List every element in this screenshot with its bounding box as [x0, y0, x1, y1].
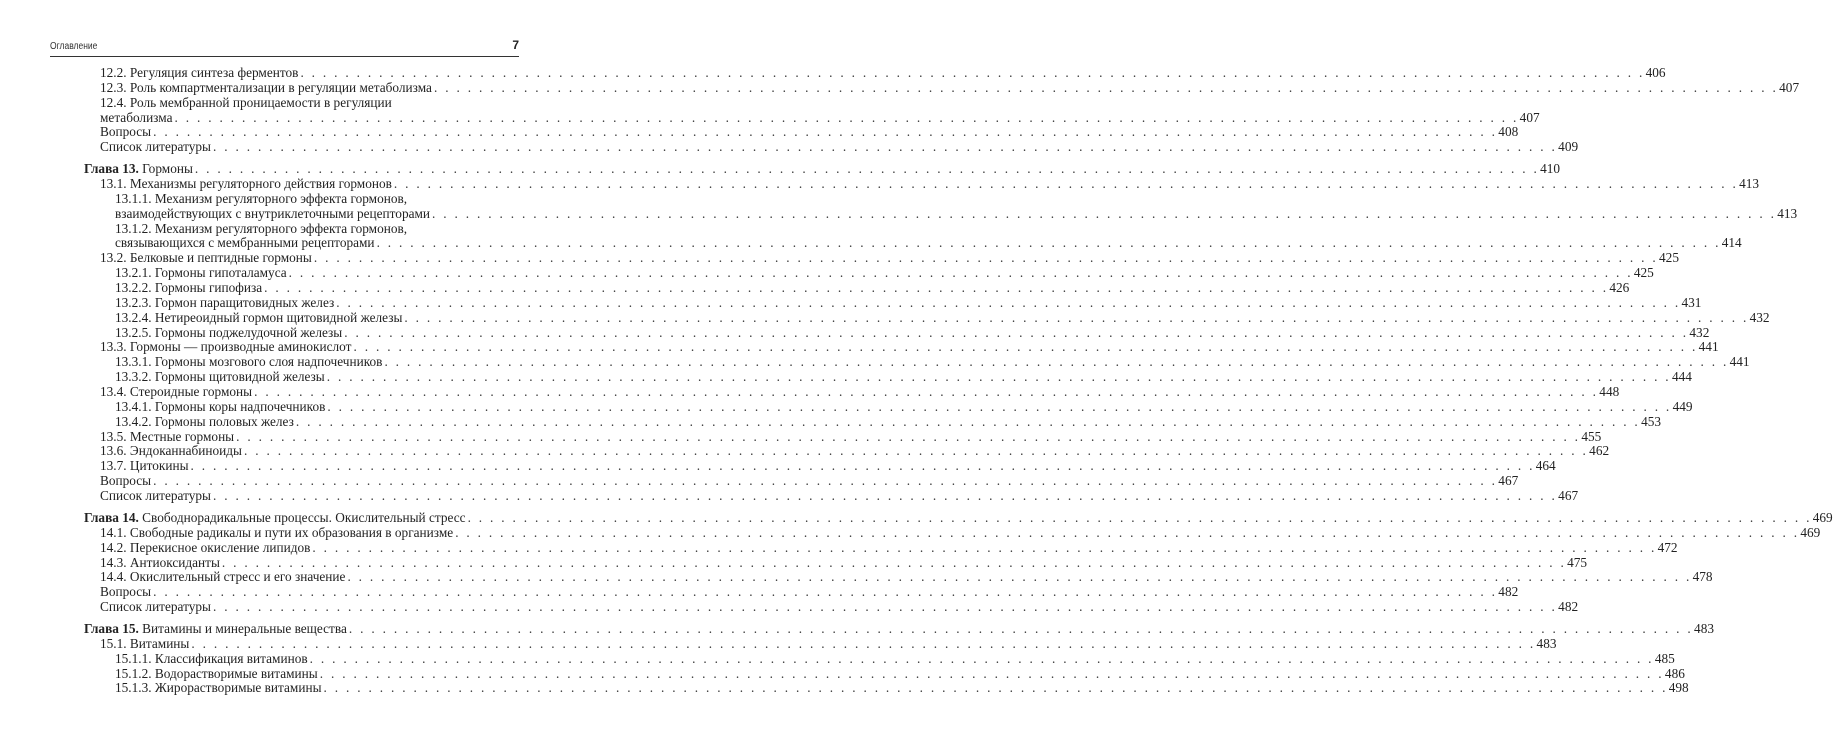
toc-page-number: 431 — [1681, 294, 1702, 310]
toc-entry-title — [100, 585, 151, 600]
dot-leader: . . . . . . . . . . . . . . . . . . . . . . . . . . . . . . . . . . . . . . . . . . . . . . . . . . . . . . . . . . . . . . . . . . . . . . . . . . . . . . . . . . . . . . . . . . . . . . . . . . . . . . . . . . . . . . . . . . . . . . . . — [323, 680, 1668, 696]
toc-entry-title — [115, 370, 325, 385]
toc-entry-text: 13.4. Стероидные гормоны — [100, 384, 253, 400]
toc-entry-title — [100, 541, 310, 556]
toc-entry-title — [84, 162, 193, 177]
toc-entry-title — [100, 140, 211, 155]
dot-leader: . . . . . . . . . . . . . . . . . . . . . . . . . . . . . . . . . . . . . . . . . . . . . . . . . . . . . . . . . . . . . . . . . . . . . . . . . . . . . . . . . . . . . . . . . . . . . . . . . . . . . . . . . . . . . . . . . . . . . . . . — [212, 139, 1558, 155]
dot-leader: . . . . . . . . . . . . . . . . . . . . . . . . . . . . . . . . . . . . . . . . . . . . . . . . . . . . . . . . . . . . . . . . . . . . . . . . . . . . . . . . . . . . . . . . . . . . . . . . . . . . . . . . . . . . . . . . . . . . . . . . — [221, 554, 1567, 570]
toc-entry[interactable] — [100, 428, 1602, 445]
toc-entry-title — [115, 296, 334, 311]
toc-entry[interactable] — [115, 680, 1689, 696]
toc-entry[interactable] — [100, 124, 1519, 140]
toc-entry-text: 12.4. Роль мембранной проницаемости в регуляции — [100, 94, 392, 110]
toc-entry[interactable] — [100, 569, 1713, 585]
dot-leader: . . . . . . . . . . . . . . . . . . . . . . . . . . . . . . . . . . . . . . . . . . . . . . . . . . . . . . . . . . . . . . . . . . . . . . . . . . . . . . . . . . . . . . . . . . . . . . . . . . . . . . . . . . . . . . . . . . . . . . . . — [153, 124, 1498, 140]
toc-page-number: 413 — [1739, 176, 1760, 192]
toc-entry-text: 14.2. Перекисное окисление липидов — [100, 539, 311, 555]
dot-leader: . . . . . . . . . . . . . . . . . . . . . . . . . . . . . . . . . . . . . . . . . . . . . . . . . . . . . . . . . . . . . . . . . . . . . . . . . . . . . . . . . . . . . . . . . . . . . . . . . . . . . . . . . . . . . . . . . . . . . . . . — [190, 458, 1535, 474]
toc-entry-title — [115, 207, 430, 222]
toc-entry[interactable] — [115, 665, 1685, 682]
toc-entry[interactable] — [115, 369, 1692, 385]
toc-page-number: 410 — [1540, 161, 1561, 177]
toc-page-number: 425 — [1633, 265, 1654, 281]
toc-entry-text: Список литературы — [100, 488, 211, 504]
toc-page-number: 406 — [1645, 65, 1666, 80]
toc-entry-title — [115, 236, 375, 251]
toc-entry-title — [100, 81, 432, 96]
toc-entry-title — [100, 637, 189, 652]
toc-entry-title — [115, 222, 407, 237]
toc-entry-title — [100, 177, 392, 192]
toc-entry-title — [100, 489, 211, 504]
toc-entry[interactable] — [115, 265, 1654, 281]
dot-leader: . . . . . . . . . . . . . . . . . . . . . . . . . . . . . . . . . . . . . . . . . . . . . . . . . . . . . . . . . . . . . . . . . . . . . . . . . . . . . . . . . . . . . . . . . . . . . . . . . . . . . . . . . . . . . . . . . . . . . . . . — [455, 524, 1800, 540]
toc-entry-text: 13.3.2. Гормоны щитовидной железы — [115, 369, 325, 385]
toc-entry-title — [115, 192, 407, 207]
toc-entry-text: 13.2.4. Нетиреоидный гормон щитовидной железы — [115, 309, 403, 325]
chapter-label: Глава 15. — [84, 620, 139, 636]
toc-entry-text: Вопросы — [100, 473, 152, 489]
toc-page-number: 482 — [1558, 599, 1579, 615]
toc-page-number: 483 — [1536, 635, 1557, 651]
toc-entry-text: Свободнорадикальные процессы. Окислительный стресс — [138, 509, 466, 525]
dot-leader: . . . . . . . . . . . . . . . . . . . . . . . . . . . . . . . . . . . . . . . . . . . . . . . . . . . . . . . . . . . . . . . . . . . . . . . . . . . . . . . . . . . . . . . . . . . . . . . . . . . . . . . . . . . . . . . . . . . . . . . . — [194, 161, 1540, 177]
toc-entry[interactable] — [100, 384, 1620, 400]
toc-entry-title — [100, 251, 312, 266]
toc-entry[interactable] — [100, 488, 1579, 504]
dot-leader: . . . . . . . . . . . . . . . . . . . . . . . . . . . . . . . . . . . . . . . . . . . . . . . . . . . . . . . . . . . . . . . . . . . . . . . . . . . . . . . . . . . . . . . . . . . . . . . . . . . . . . . . . . . . . . . . . . . . . . . . — [295, 413, 1641, 429]
toc-entry[interactable] — [100, 524, 1821, 541]
toc-chapter-entry[interactable] — [84, 509, 1833, 526]
toc-entry[interactable] — [100, 96, 519, 111]
toc-entry-text: 13.2.5. Гормоны поджелудочной железы — [115, 324, 343, 340]
dot-leader: . . . . . . . . . . . . . . . . . . . . . . . . . . . . . . . . . . . . . . . . . . . . . . . . . . . . . . . . . . . . . . . . . . . . . . . . . . . . . . . . . . . . . . . . . . . . . . . . . . . . . . . . . . . . . . . . . . . . . . . . — [376, 235, 1721, 251]
toc-page-number: 432 — [1689, 324, 1710, 340]
toc-entry-text: 13.2.3. Гормон паращитовидных желез — [115, 294, 335, 310]
dot-leader: . . . . . . . . . . . . . . . . . . . . . . . . . . . . . . . . . . . . . . . . . . . . . . . . . . . . . . . . . . . . . . . . . . . . . . . . . . . . . . . . . . . . . . . . . . . . . . . . . . . . . . . . . . . . . . . . . . . . . . . . — [212, 488, 1558, 504]
toc-entry-text: 14.4. Окислительный стресс и его значение — [100, 569, 346, 585]
toc-page-number: 413 — [1777, 205, 1798, 221]
toc-entry[interactable] — [115, 192, 519, 207]
dot-leader: . . . . . . . . . . . . . . . . . . . . . . . . . . . . . . . . . . . . . . . . . . . . . . . . . . . . . . . . . . . . . . . . . . . . . . . . . . . . . . . . . . . . . . . . . . . . . . . . . . . . . . . . . . . . . . . . . . . . . . . . — [336, 294, 1681, 310]
toc-entry[interactable] — [100, 79, 1800, 96]
toc-entry-text: 13.5. Местные гормоны — [100, 428, 235, 444]
toc-entry-title — [115, 681, 322, 696]
toc-page-number: 483 — [1694, 620, 1714, 636]
dot-leader: . . . . . . . . . . . . . . . . . . . . . . . . . . . . . . . . . . . . . . . . . . . . . . . . . . . . . . . . . . . . . . . . . . . . . . . . . . . . . . . . . . . . . . . . . . . . . . . . . . . . . . . . . . . . . . . . . . . . . . . . — [288, 265, 1633, 281]
page-number: 7 — [512, 38, 519, 52]
toc-page-number: 407 — [1519, 109, 1540, 125]
toc-page-number: 408 — [1498, 124, 1519, 140]
toc-page-number: 441 — [1729, 354, 1750, 370]
dot-leader: . . . . . . . . . . . . . . . . . . . . . . . . . . . . . . . . . . . . . . . . . . . . . . . . . . . . . . . . . . . . . . . . . . . . . . . . . . . . . . . . . . . . . . . . . . . . . . . . . . . . . . . . . . . . . . . . . . . . . . . . — [433, 79, 1779, 95]
toc-entry-text: Витамины и минеральные вещества — [138, 620, 347, 636]
dot-leader: . . . . . . . . . . . . . . . . . . . . . . . . . . . . . . . . . . . . . . . . . . . . . . . . . . . . . . . . . . . . . . . . . . . . . . . . . . . . . . . . . . . . . . . . . . . . . . . . . . . . . . . . . . . . . . . . . . . . . . . . — [153, 584, 1498, 600]
toc-entry-text: 15.1.1. Классификация витаминов — [115, 650, 308, 666]
toc-page-number: 426 — [1609, 280, 1630, 296]
toc-entry-text: Вопросы — [100, 584, 152, 600]
toc-entry[interactable] — [115, 324, 1710, 341]
toc-entry-title — [100, 125, 151, 140]
toc-entry-text: связывающихся с мембранными рецепторами — [115, 235, 375, 251]
dot-leader: . . . . . . . . . . . . . . . . . . . . . . . . . . . . . . . . . . . . . . . . . . . . . . . . . . . . . . . . . . . . . . . . . . . . . . . . . . . . . . . . . . . . . . . . . . . . . . . . . . . . . . . . . . . . . . . . . . . . . . . . — [212, 599, 1558, 615]
toc-entry-title — [100, 66, 298, 81]
dot-leader: . . . . . . . . . . . . . . . . . . . . . . . . . . . . . . . . . . . . . . . . . . . . . . . . . . . . . . . . . . . . . . . . . . . . . . . . . . . . . . . . . . . . . . . . . . . . . . . . . . . . . . . . . . . . . . . . . . . . . . . . — [243, 443, 1589, 459]
toc-page-number: 432 — [1749, 309, 1770, 325]
toc-entry-text: 13.4.2. Гормоны половых желез — [115, 413, 294, 429]
toc-entry-text: 13.1.1. Механизм регуляторного эффекта гормонов, — [115, 190, 408, 206]
toc-entry-title — [100, 570, 345, 585]
dot-leader: . . . . . . . . . . . . . . . . . . . . . . . . . . . . . . . . . . . . . . . . . . . . . . . . . . . . . . . . . . . . . . . . . . . . . . . . . . . . . . . . . . . . . . . . . . . . . . . . . . . . . . . . . . . . . . . . . . . . . . . . — [348, 620, 1694, 636]
toc-entry[interactable] — [100, 443, 1610, 459]
toc-page-number: 448 — [1599, 384, 1620, 400]
dot-leader: . . . . . . . . . . . . . . . . . . . . . . . . . . . . . . . . . . . . . . . . . . . . . . . . . . . . . . . . . . . . . . . . . . . . . . . . . . . . . . . . . . . . . . . . . . . . . . . . . . . . . . . . . . . . . . . . . . . . . . . . — [326, 369, 1671, 385]
toc-page-number: 469 — [1812, 509, 1833, 525]
toc-entry-text: 13.2.1. Гормоны гипоталамуса — [115, 265, 287, 281]
toc-entry-text: 15.1.2. Водорастворимые витамины — [115, 665, 318, 681]
dot-leader: . . . . . . . . . . . . . . . . . . . . . . . . . . . . . . . . . . . . . . . . . . . . . . . . . . . . . . . . . . . . . . . . . . . . . . . . . . . . . . . . . . . . . . . . . . . . . . . . . . . . . . . . . . . . . . . . . . . . . . . . — [309, 650, 1654, 666]
toc-entry[interactable] — [115, 294, 1702, 311]
toc-entry-text: 13.2.2. Гормоны гипофиза — [115, 280, 263, 296]
toc-entry[interactable] — [100, 554, 1588, 571]
toc-entry-text: 14.3. Антиоксиданты — [100, 554, 220, 570]
toc-entry-title — [100, 111, 172, 126]
running-header-title: Оглавление — [50, 41, 98, 52]
chapter-label: Глава 14. — [84, 509, 139, 525]
dot-leader: . . . . . . . . . . . . . . . . . . . . . . . . . . . . . . . . . . . . . . . . . . . . . . . . . . . . . . . . . . . . . . . . . . . . . . . . . . . . . . . . . . . . . . . . . . . . . . . . . . . . . . . . . . . . . . . . . . . . . . . . — [319, 665, 1664, 681]
toc-entry-title — [115, 266, 287, 281]
toc-entry[interactable] — [100, 139, 1579, 155]
toc-entry[interactable] — [100, 458, 1556, 474]
toc-page-number: 478 — [1692, 569, 1713, 585]
toc-entry-title — [115, 311, 402, 326]
dot-leader: . . . . . . . . . . . . . . . . . . . . . . . . . . . . . . . . . . . . . . . . . . . . . . . . . . . . . . . . . . . . . . . . . . . . . . . . . . . . . . . . . . . . . . . . . . . . . . . . . . . . . . . . . . . . . . . . . . . . . . . . — [313, 250, 1659, 266]
toc-entry-title — [84, 511, 466, 526]
toc-entry-title — [115, 326, 342, 341]
dot-leader: . . . . . . . . . . . . . . . . . . . . . . . . . . . . . . . . . . . . . . . . . . . . . . . . . . . . . . . . . . . . . . . . . . . . . . . . . . . . . . . . . . . . . . . . . . . . . . . . . . . . . . . . . . . . . . . . . . . . . . . . — [300, 65, 1645, 80]
toc-entry[interactable] — [100, 599, 1579, 615]
toc-entry[interactable] — [100, 339, 1719, 355]
toc-chapter-entry[interactable] — [84, 161, 1561, 177]
toc-entry-title — [115, 415, 294, 430]
toc-page-number: 464 — [1535, 458, 1556, 474]
dot-leader: . . . . . . . . . . . . . . . . . . . . . . . . . . . . . . . . . . . . . . . . . . . . . . . . . . . . . . . . . . . . . . . . . . . . . . . . . . . . . . . . . . . . . . . . . . . . . . . . . . . . . . . . . . . . . . . . . . . . . . . . — [174, 109, 1519, 125]
toc-entry-text: 13.4.1. Гормоны коры надпочечников — [115, 398, 326, 414]
dot-leader: . . . . . . . . . . . . . . . . . . . . . . . . . . . . . . . . . . . . . . . . . . . . . . . . . . . . . . . . . . . . . . . . . . . . . . . . . . . . . . . . . . . . . . . . . . . . . . . . . . . . . . . . . . . . . . . . . . . . . . . . — [191, 635, 1536, 651]
dot-leader: . . . . . . . . . . . . . . . . . . . . . . . . . . . . . . . . . . . . . . . . . . . . . . . . . . . . . . . . . . . . . . . . . . . . . . . . . . . . . . . . . . . . . . . . . . . . . . . . . . . . . . . . . . . . . . . . . . . . . . . . — [344, 324, 1689, 340]
toc-entry-title — [100, 340, 351, 355]
toc-entry-text: 12.3. Роль компартментализации в регуляции метаболизма — [100, 79, 432, 95]
dot-leader: . . . . . . . . . . . . . . . . . . . . . . . . . . . . . . . . . . . . . . . . . . . . . . . . . . . . . . . . . . . . . . . . . . . . . . . . . . . . . . . . . . . . . . . . . . . . . . . . . . . . . . . . . . . . . . . . . . . . . . . . — [153, 473, 1498, 489]
toc-entry[interactable] — [115, 235, 1742, 251]
toc-entry-title — [100, 526, 453, 541]
toc-entry-title — [115, 652, 308, 667]
toc-entry-title — [100, 556, 220, 571]
chapter-label: Глава 13. — [84, 161, 139, 177]
toc-entry-text: 13.1.2. Механизм регуляторного эффекта гормонов, — [115, 220, 408, 236]
toc-entry[interactable] — [100, 65, 1666, 81]
toc-entry-title — [100, 444, 242, 459]
toc-entry-text: Вопросы — [100, 124, 152, 140]
toc-entry-text: 14.1. Свободные радикалы и пути их образования в организме — [100, 524, 454, 540]
dot-leader: . . . . . . . . . . . . . . . . . . . . . . . . . . . . . . . . . . . . . . . . . . . . . . . . . . . . . . . . . . . . . . . . . . . . . . . . . . . . . . . . . . . . . . . . . . . . . . . . . . . . . . . . . . . . . . . . . . . . . . . . — [347, 569, 1692, 585]
toc-page-number: 482 — [1498, 584, 1519, 600]
toc-entry[interactable] — [115, 205, 1798, 222]
toc-entry[interactable] — [100, 176, 1760, 192]
toc-entry[interactable] — [100, 250, 1679, 266]
toc-entry[interactable] — [100, 539, 1678, 556]
toc-page-number: 498 — [1668, 680, 1689, 696]
toc-entry-title — [115, 355, 382, 370]
dot-leader: . . . . . . . . . . . . . . . . . . . . . . . . . . . . . . . . . . . . . . . . . . . . . . . . . . . . . . . . . . . . . . . . . . . . . . . . . . . . . . . . . . . . . . . . . . . . . . . . . . . . . . . . . . . . . . . . . . . . . . . . — [236, 428, 1581, 444]
toc-entry-title — [115, 281, 262, 296]
toc-page-number: 467 — [1558, 488, 1579, 504]
toc-entry-text: 13.7. Цитокины — [100, 458, 189, 474]
toc-page-number: 414 — [1721, 235, 1742, 251]
toc-entry-text: Гормоны — [138, 161, 193, 177]
toc-page-number: 485 — [1654, 650, 1675, 666]
dot-leader: . . . . . . . . . . . . . . . . . . . . . . . . . . . . . . . . . . . . . . . . . . . . . . . . . . . . . . . . . . . . . . . . . . . . . . . . . . . . . . . . . . . . . . . . . . . . . . . . . . . . . . . . . . . . . . . . . . . . . . . . — [264, 280, 1609, 296]
running-header — [50, 38, 519, 57]
toc-entry-title — [100, 474, 151, 489]
dot-leader: . . . . . . . . . . . . . . . . . . . . . . . . . . . . . . . . . . . . . . . . . . . . . . . . . . . . . . . . . . . . . . . . . . . . . . . . . . . . . . . . . . . . . . . . . . . . . . . . . . . . . . . . . . . . . . . . . . . . . . . . — [393, 176, 1739, 192]
toc-page-number: 467 — [1498, 473, 1519, 489]
toc-entry-text: взаимодействующих с внутриклеточными рецепторами — [115, 205, 431, 221]
toc-entry-title — [115, 667, 318, 682]
toc-page-number: 449 — [1672, 398, 1693, 414]
dot-leader: . . . . . . . . . . . . . . . . . . . . . . . . . . . . . . . . . . . . . . . . . . . . . . . . . . . . . . . . . . . . . . . . . . . . . . . . . . . . . . . . . . . . . . . . . . . . . . . . . . . . . . . . . . . . . . . . . . . . . . . . — [312, 539, 1657, 555]
toc-entry-text: 13.2. Белковые и пептидные гормоны — [100, 250, 312, 266]
toc-entry-text: Список литературы — [100, 599, 211, 615]
toc-entry[interactable] — [115, 398, 1693, 415]
toc-page-number: 425 — [1659, 250, 1679, 266]
toc-entry-title — [100, 96, 392, 111]
dot-leader: . . . . . . . . . . . . . . . . . . . . . . . . . . . . . . . . . . . . . . . . . . . . . . . . . . . . . . . . . . . . . . . . . . . . . . . . . . . . . . . . . . . . . . . . . . . . . . . . . . . . . . . . . . . . . . . . . . . . . . . . — [353, 339, 1698, 355]
toc-entry[interactable] — [115, 309, 1770, 326]
toc-entry-text: 15.1.3. Жирорастворимые витамины — [115, 680, 322, 696]
dot-leader: . . . . . . . . . . . . . . . . . . . . . . . . . . . . . . . . . . . . . . . . . . . . . . . . . . . . . . . . . . . . . . . . . . . . . . . . . . . . . . . . . . . . . . . . . . . . . . . . . . . . . . . . . . . . . . . . . . . . . . . . — [254, 384, 1599, 400]
toc-entry-text: 15.1. Витамины — [100, 635, 190, 651]
toc-entry-text: 13.3. Гормоны — производные аминокислот — [100, 339, 352, 355]
toc-page-number: 486 — [1664, 665, 1685, 681]
toc-page-number: 407 — [1779, 79, 1800, 95]
toc-chapter-entry[interactable] — [84, 620, 1714, 637]
toc-entry[interactable] — [100, 473, 1519, 489]
toc-entry-title — [100, 600, 211, 615]
toc-page-number: 469 — [1800, 524, 1821, 540]
dot-leader: . . . . . . . . . . . . . . . . . . . . . . . . . . . . . . . . . . . . . . . . . . . . . . . . . . . . . . . . . . . . . . . . . . . . . . . . . . . . . . . . . . . . . . . . . . . . . . . . . . . . . . . . . . . . . . . . . . . . . . . . — [384, 354, 1729, 370]
toc-entry-text: 12.2. Регуляция синтеза ферментов — [100, 65, 299, 80]
dot-leader: . . . . . . . . . . . . . . . . . . . . . . . . . . . . . . . . . . . . . . . . . . . . . . . . . . . . . . . . . . . . . . . . . . . . . . . . . . . . . . . . . . . . . . . . . . . . . . . . . . . . . . . . . . . . . . . . . . . . . . . . — [467, 509, 1812, 525]
toc-entry[interactable] — [115, 280, 1630, 296]
toc-page-number: 475 — [1567, 554, 1588, 570]
dot-leader: . . . . . . . . . . . . . . . . . . . . . . . . . . . . . . . . . . . . . . . . . . . . . . . . . . . . . . . . . . . . . . . . . . . . . . . . . . . . . . . . . . . . . . . . . . . . . . . . . . . . . . . . . . . . . . . . . . . . . . . . — [404, 309, 1749, 325]
toc-entry-title — [115, 400, 325, 415]
toc-page-number: 462 — [1589, 443, 1610, 459]
dot-leader: . . . . . . . . . . . . . . . . . . . . . . . . . . . . . . . . . . . . . . . . . . . . . . . . . . . . . . . . . . . . . . . . . . . . . . . . . . . . . . . . . . . . . . . . . . . . . . . . . . . . . . . . . . . . . . . . . . . . . . . . — [327, 398, 1672, 414]
toc-entry-text: 13.3.1. Гормоны мозгового слоя надпочечников — [115, 354, 383, 370]
toc-entry-title — [100, 459, 189, 474]
toc-page-number: 441 — [1698, 339, 1719, 355]
toc-entry[interactable] — [100, 109, 1540, 126]
toc-entry-text: 13.6. Эндоканнабиноиды — [100, 443, 242, 459]
toc-page-number: 472 — [1657, 539, 1678, 555]
toc-entry[interactable] — [115, 354, 1750, 370]
toc-entry-title — [100, 385, 252, 400]
table-of-contents — [0, 65, 1833, 696]
toc-entry-text: Список литературы — [100, 139, 211, 155]
toc-page-number: 409 — [1558, 139, 1579, 155]
toc-entry-text: метаболизма — [100, 109, 173, 125]
toc-entry-title — [84, 622, 347, 637]
toc-entry-title — [100, 430, 234, 445]
toc-page-number: 444 — [1671, 369, 1692, 385]
dot-leader: . . . . . . . . . . . . . . . . . . . . . . . . . . . . . . . . . . . . . . . . . . . . . . . . . . . . . . . . . . . . . . . . . . . . . . . . . . . . . . . . . . . . . . . . . . . . . . . . . . . . . . . . . . . . . . . . . . . . . . . . — [432, 205, 1777, 221]
toc-entry[interactable] — [100, 584, 1519, 600]
toc-entry[interactable] — [115, 413, 1662, 430]
toc-page-number: 453 — [1641, 413, 1662, 429]
toc-entry[interactable] — [115, 650, 1675, 667]
toc-entry-text: 13.1. Механизмы регуляторного действия гормонов — [100, 176, 392, 192]
toc-entry[interactable] — [115, 222, 519, 237]
toc-entry[interactable] — [100, 635, 1557, 652]
toc-page-number: 455 — [1581, 428, 1602, 444]
